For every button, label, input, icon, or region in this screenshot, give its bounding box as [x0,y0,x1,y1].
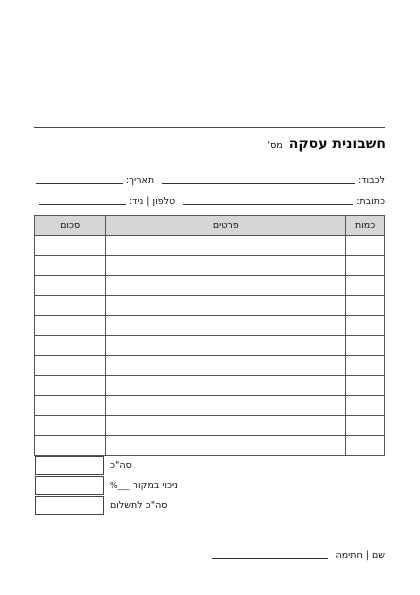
subtotal-label: סה"כ [110,460,132,471]
table-row [35,256,385,276]
to-field[interactable] [162,183,355,184]
address-phone-row [34,193,385,207]
quantity-cell[interactable] [346,396,385,416]
top-divider [34,127,385,128]
quantity-cell[interactable] [346,336,385,356]
amount-header: סכום [35,216,106,236]
items-table [34,215,385,456]
quantity-cell[interactable] [346,316,385,336]
to-label: לכבוד: [358,175,385,186]
amount-cell[interactable] [35,356,106,376]
table-row [35,236,385,256]
details-cell[interactable] [106,276,346,296]
details-cell[interactable] [106,396,346,416]
quantity-cell[interactable] [346,296,385,316]
details-cell[interactable] [106,356,346,376]
quantity-cell[interactable] [346,356,385,376]
amount-cell[interactable] [35,376,106,396]
document-number-label: מס' [267,140,283,151]
amount-cell[interactable] [35,336,106,356]
details-cell[interactable] [106,256,346,276]
recipient-date-row [34,172,385,186]
amount-cell[interactable] [35,316,106,336]
amount-cell[interactable] [35,296,106,316]
phone-id-label: טלפון | ניד: [128,196,176,207]
details-cell[interactable] [106,296,346,316]
details-header: פרטים [106,216,346,236]
document-title: חשבונית עסקה [288,136,386,152]
details-cell[interactable] [106,316,346,336]
table-row [35,436,385,456]
table-row [35,356,385,376]
amount-cell[interactable] [35,396,106,416]
signature-row [206,550,385,561]
quantity-cell[interactable] [346,236,385,256]
amount-cell[interactable] [35,256,106,276]
date-label: תאריך: [125,175,155,186]
details-cell[interactable] [106,436,346,456]
details-cell[interactable] [106,416,346,436]
amount-cell[interactable] [35,416,106,436]
details-cell[interactable] [106,336,346,356]
table-row [35,316,385,336]
document-header [268,136,386,152]
details-cell[interactable] [106,236,346,256]
phone-id-field[interactable] [39,204,126,205]
total-label: סה"כ לתשלום [110,500,168,511]
address-field[interactable] [183,204,353,205]
withholding-label-group [110,480,178,491]
withholding-box[interactable] [35,476,104,495]
signature-field[interactable] [212,558,328,559]
signature-label: שם | חתימה [335,550,385,561]
amount-cell[interactable] [35,276,106,296]
quantity-cell[interactable] [346,376,385,396]
address-label: כתובת: [356,196,385,207]
table-row [35,396,385,416]
quantity-header: כמות [346,216,385,236]
table-row [35,416,385,436]
items-header-row [35,216,385,236]
quantity-cell[interactable] [346,256,385,276]
quantity-cell[interactable] [346,276,385,296]
withholding-label: ניכוי במקור [132,480,178,491]
details-cell[interactable] [106,376,346,396]
table-row [35,276,385,296]
table-row [35,296,385,316]
amount-cell[interactable] [35,436,106,456]
items-body [35,236,385,456]
table-row [35,336,385,356]
date-field[interactable] [36,183,123,184]
quantity-cell[interactable] [346,436,385,456]
quantity-cell[interactable] [346,416,385,436]
table-row [35,376,385,396]
amount-cell[interactable] [35,236,106,256]
subtotal-box[interactable] [35,456,104,475]
withholding-percent: ___% [110,481,130,490]
total-box[interactable] [35,496,104,515]
